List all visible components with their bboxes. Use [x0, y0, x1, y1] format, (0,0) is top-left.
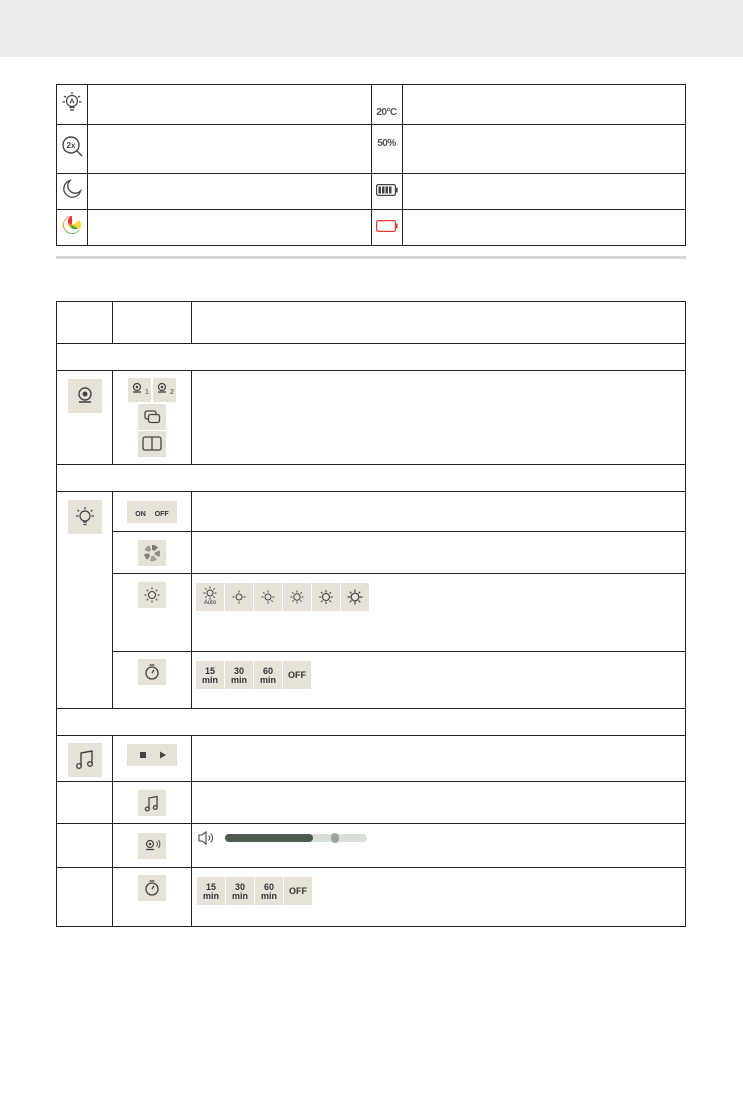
empty-cell [57, 868, 113, 927]
timer-options-cell [192, 868, 686, 927]
icon-cell [57, 125, 88, 174]
section-header-row [57, 709, 686, 736]
svg-text:A: A [69, 98, 75, 106]
section-divider [56, 256, 686, 259]
brightness-auto-option[interactable]: Auto [196, 583, 224, 611]
colour-cycle-icon [61, 214, 83, 236]
battery-full-icon [376, 184, 398, 196]
moon-icon [61, 178, 83, 200]
camera-volume-icon[interactable] [138, 833, 166, 859]
table-row [57, 492, 686, 532]
section-header-cell [57, 465, 686, 492]
camera-2-icon[interactable] [153, 378, 176, 402]
colour-wheel-icon[interactable] [138, 540, 166, 566]
speaker-icon [197, 830, 215, 846]
submenu-icon-cell [113, 492, 192, 532]
camera-selector [113, 378, 191, 402]
camera-1-icon[interactable] [128, 378, 151, 402]
music-playback-controls [127, 744, 177, 766]
svg-text:2: 2 [170, 389, 174, 396]
table-row [57, 210, 686, 246]
section-header-row [57, 465, 686, 492]
header-bar [0, 0, 743, 57]
empty-cell [57, 824, 113, 868]
music-menu-icon[interactable] [68, 743, 102, 777]
menu-icon-cell [57, 371, 113, 465]
timer-option[interactable]: 30 min [226, 877, 254, 905]
night-light-menu-icon[interactable] [68, 500, 102, 534]
description-cell [88, 125, 372, 174]
submenu-icon-cell [113, 574, 192, 652]
section-header-cell [57, 709, 686, 736]
temperature-readout: 20°C [376, 107, 397, 118]
icon-cell [57, 174, 88, 210]
description-cell [402, 174, 686, 210]
table-row [57, 652, 686, 709]
timer-option[interactable]: 15 min [197, 877, 225, 905]
split-screen-icon[interactable] [138, 431, 166, 457]
brightness-icon[interactable] [138, 582, 166, 608]
timer-icon[interactable] [138, 659, 166, 685]
music-timer-options [197, 877, 685, 905]
icon-cell [57, 85, 88, 125]
table-row [57, 824, 686, 868]
description-cell [402, 210, 686, 246]
timer-icon[interactable] [138, 875, 166, 901]
section-header-cell [57, 344, 686, 371]
description-cell [402, 125, 686, 174]
brightness-options-cell [192, 574, 686, 652]
brightness-level-option[interactable] [312, 583, 340, 611]
description-cell [88, 174, 372, 210]
submenu-icon-cell [113, 532, 192, 574]
timer-option-off[interactable]: OFF [284, 877, 312, 905]
menu-icon-cell [57, 492, 113, 709]
table-row [57, 574, 686, 652]
submenu-icon-cell [113, 652, 192, 709]
submenu-icon-cell [113, 824, 192, 868]
empty-cell [57, 782, 113, 824]
table-row [57, 532, 686, 574]
timer-option[interactable]: 30 min [225, 661, 253, 689]
menu-icon-cell [57, 736, 113, 782]
svg-text:1: 1 [145, 389, 149, 396]
table-row [57, 174, 686, 210]
table-header-row [57, 302, 686, 344]
menu-function-table [56, 301, 686, 927]
icon-cell [371, 174, 402, 210]
zoom-2x-icon [60, 134, 84, 160]
timer-option[interactable]: 15 min [196, 661, 224, 689]
brightness-level-option[interactable] [254, 583, 282, 611]
camera-menu-icon[interactable] [68, 379, 102, 413]
description-cell [88, 85, 372, 125]
night-light-timer-options [196, 661, 685, 689]
description-cell [402, 85, 686, 125]
table-row [57, 782, 686, 824]
light-on-off-toggle[interactable]: ON OFF [127, 501, 177, 523]
song-select-icon[interactable] [138, 790, 166, 816]
volume-slider[interactable] [225, 834, 367, 842]
volume-cell [192, 824, 686, 868]
play-icon[interactable] [160, 752, 166, 759]
battery-empty-icon [376, 220, 398, 232]
svg-text:2x: 2x [66, 140, 76, 150]
timer-options-cell [192, 652, 686, 709]
submenu-icon-cell [113, 371, 192, 465]
icon-cell [371, 210, 402, 246]
description-cell [192, 736, 686, 782]
icon-cell [57, 210, 88, 246]
auto-night-light-icon [60, 90, 84, 114]
description-cell [88, 210, 372, 246]
brightness-level-option[interactable] [225, 583, 253, 611]
description-cell [192, 492, 686, 532]
volume-level-fill [225, 834, 313, 842]
table-row [57, 868, 686, 927]
brightness-level-options [196, 583, 685, 611]
table-row [57, 736, 686, 782]
timer-option-off[interactable]: OFF [283, 661, 311, 689]
section-header-row [57, 344, 686, 371]
brightness-level-option[interactable] [341, 583, 369, 611]
submenu-icon-cell [113, 736, 192, 782]
timer-option[interactable]: 60 min [255, 877, 283, 905]
header-cell [192, 302, 686, 344]
header-cell [113, 302, 192, 344]
humidity-readout: 50% [377, 138, 396, 149]
description-cell [192, 532, 686, 574]
table-row [57, 371, 686, 465]
header-cell [57, 302, 113, 344]
volume-slider-handle[interactable] [331, 833, 339, 843]
table-row [57, 125, 686, 174]
timer-option[interactable]: 60 min [254, 661, 282, 689]
icon-cell [371, 125, 402, 174]
submenu-icon-cell [113, 868, 192, 927]
description-cell [192, 782, 686, 824]
description-cell [192, 371, 686, 465]
table-row [57, 85, 686, 125]
brightness-level-option[interactable] [283, 583, 311, 611]
scan-mode-icon[interactable] [138, 404, 166, 430]
stop-icon[interactable] [140, 752, 146, 758]
submenu-icon-cell [113, 782, 192, 824]
status-icon-table [56, 84, 686, 246]
icon-cell [371, 85, 402, 125]
